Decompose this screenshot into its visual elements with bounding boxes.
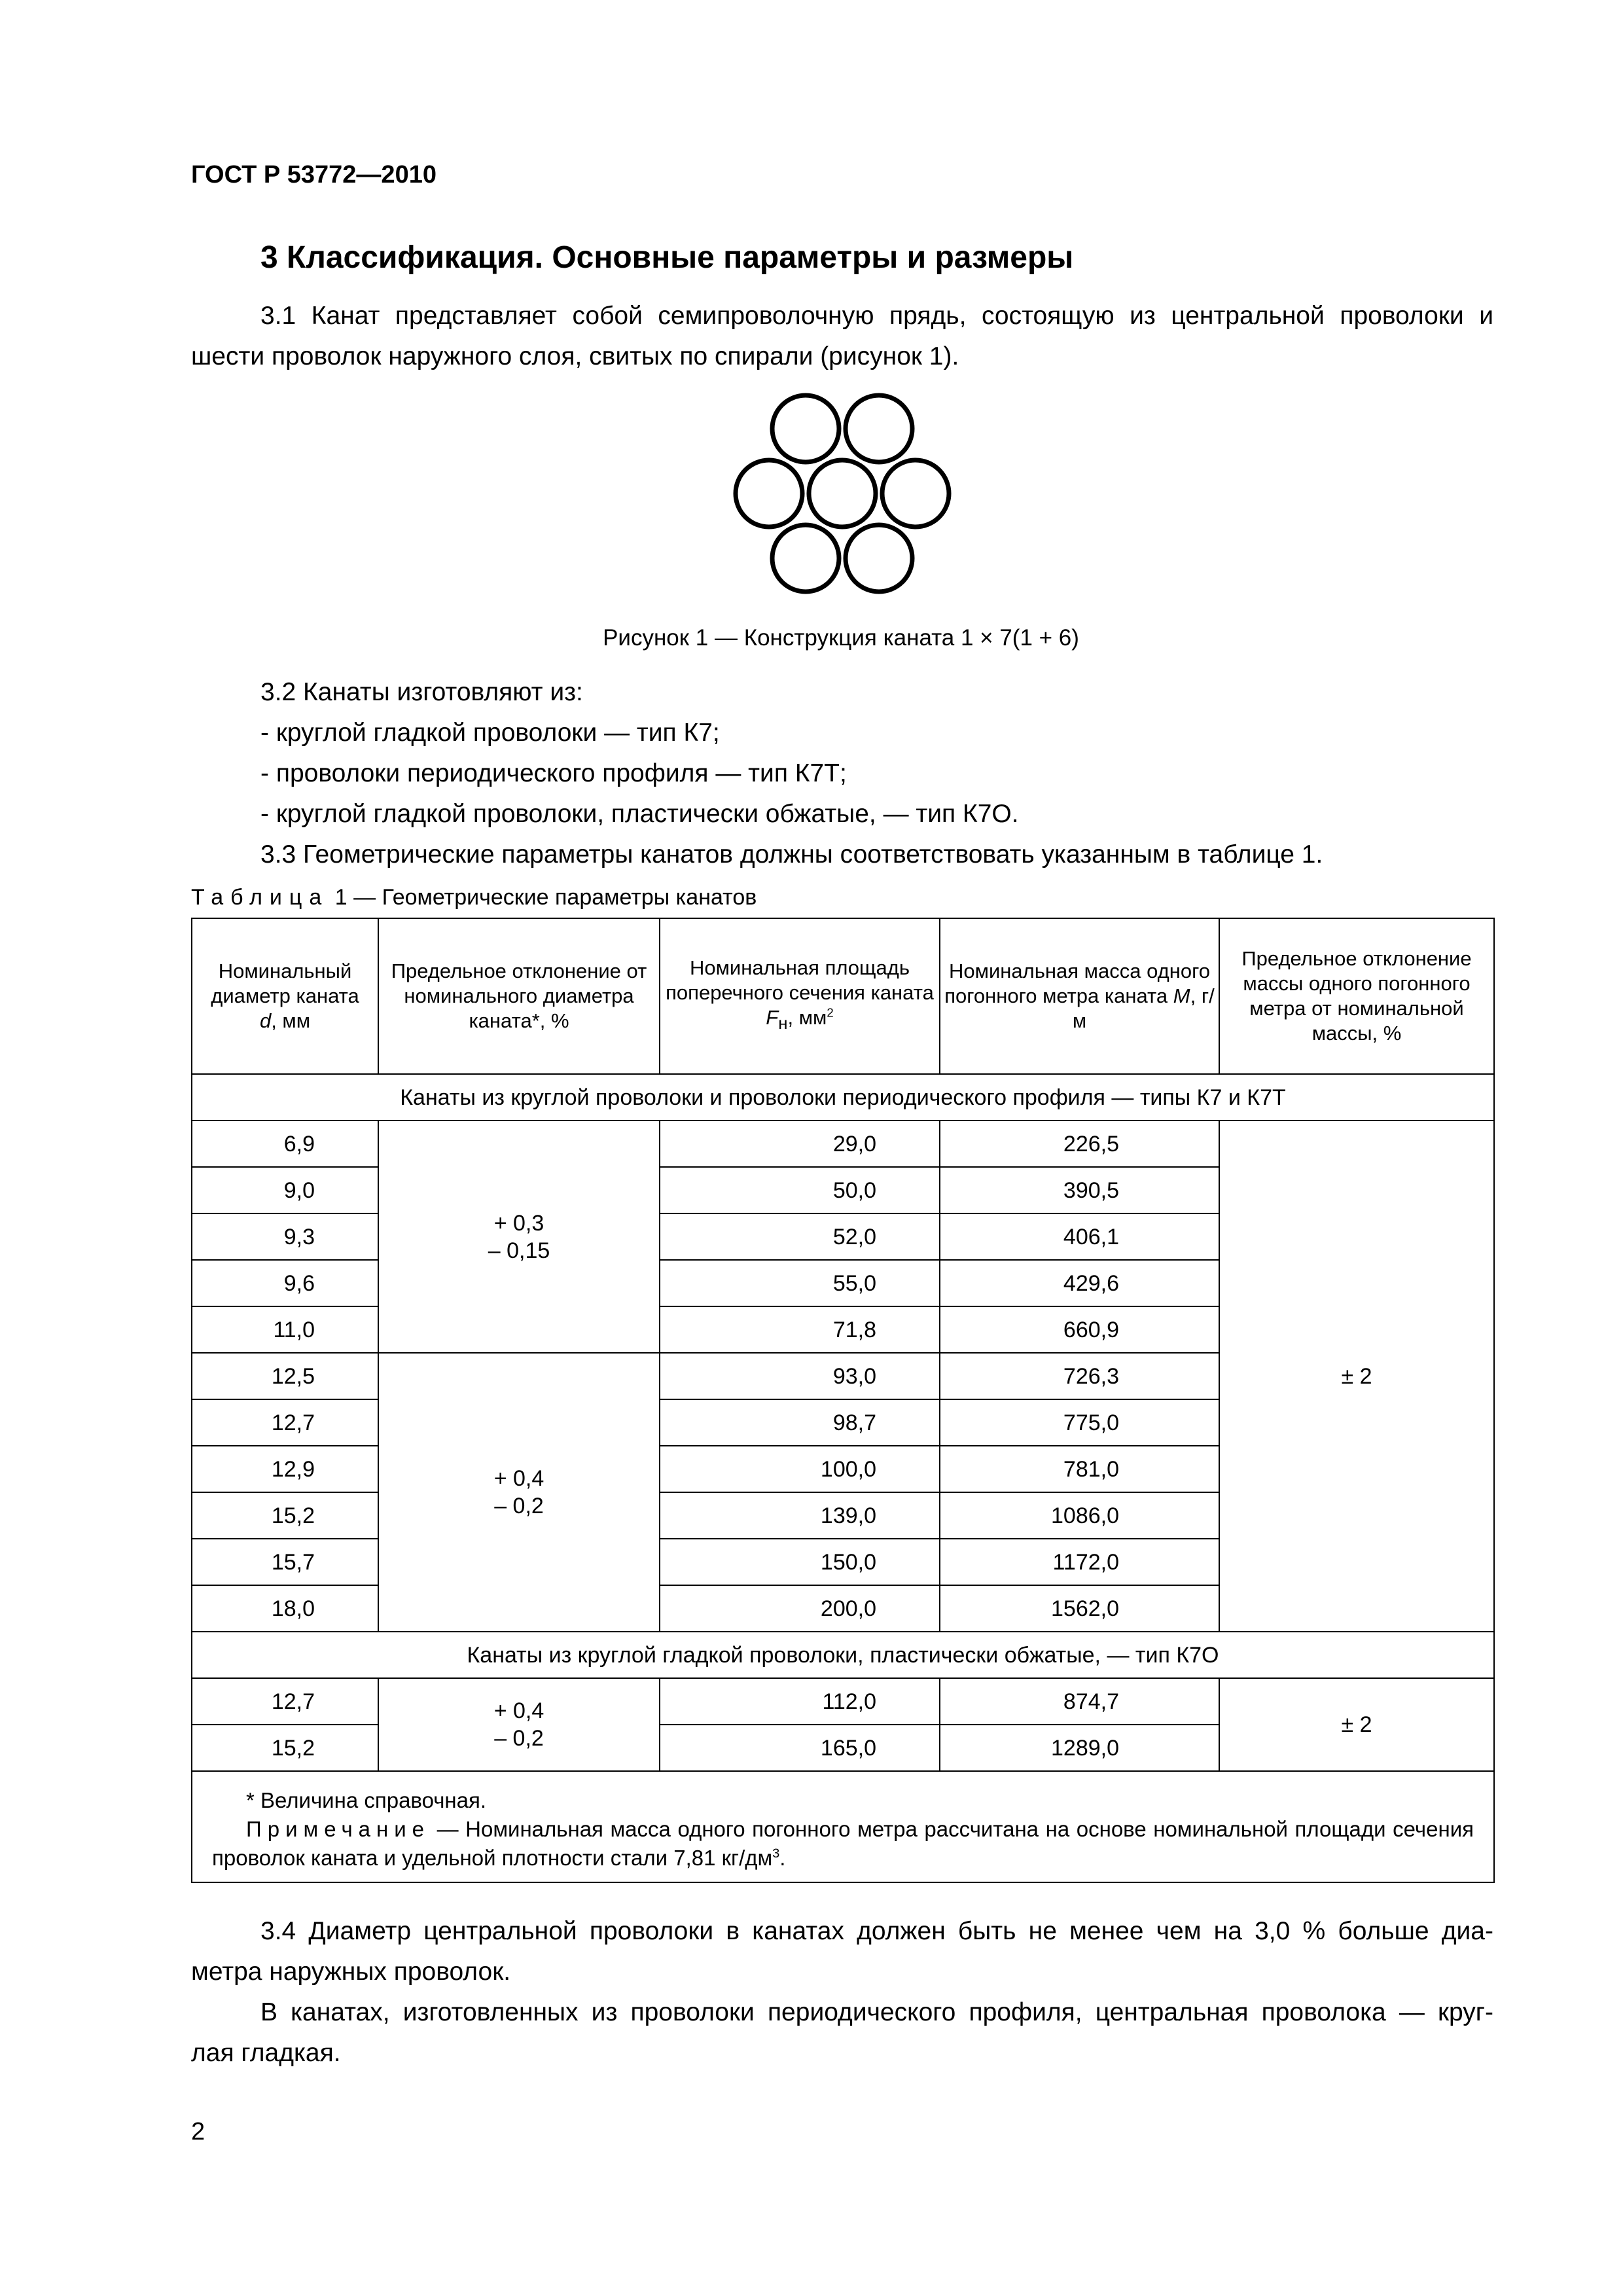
group-title-k7o: Канаты из круглой гладкой проволоки, пластически обжатые, — тип К7О (192, 1632, 1494, 1678)
cell-text: Номинальная масса одного погонного метра каната (944, 960, 1210, 1007)
cell-text: 3 (772, 1846, 780, 1861)
outer-wire-right (882, 460, 949, 527)
table-cell: 12,5 (192, 1353, 378, 1399)
table-cell: 15,7 (192, 1539, 378, 1585)
outer-wire-bottom-left (772, 525, 839, 592)
cell-text: н (778, 1014, 788, 1033)
cell-text: , мм (787, 1006, 827, 1030)
table-cell: 12,9 (192, 1446, 378, 1492)
parameters-table (191, 918, 1495, 1883)
cell-text: Номинальный диаметр каната (211, 960, 359, 1007)
table-cell: 660,9 (940, 1306, 1219, 1353)
diameter-deviation-cell (378, 1121, 660, 1353)
table-cell: 12,7 (192, 1678, 378, 1725)
cell-text: + 0,4 (493, 1466, 544, 1491)
table-cell: 6,9 (192, 1121, 378, 1167)
table-cell: 9,0 (192, 1167, 378, 1213)
table-cell: 781,0 (940, 1446, 1219, 1492)
cell-text: , г/м (1072, 984, 1215, 1032)
table-cell: 15,2 (192, 1492, 378, 1539)
table-cell: 390,5 (940, 1167, 1219, 1213)
table-caption (191, 885, 757, 910)
table-group-row (192, 1632, 1494, 1678)
table-cell: 165,0 (660, 1725, 940, 1771)
table-cell: 9,6 (192, 1260, 378, 1306)
table-cell: 98,7 (660, 1399, 940, 1446)
paragraph-3-2: 3.2 Канаты изготовляют из: (260, 678, 583, 706)
cell-text: d (259, 1009, 272, 1032)
cell-text: , мм (271, 1009, 311, 1032)
paragraph-3-4-line-1: 3.4 Диаметр центральной проволоки в канатах должен быть не менее чем на 3,0 % больше диа- (260, 1917, 1493, 1945)
paragraph-3-5-line-1: В канатах, изготовленных из проволоки периодического профиля, центральная проволока — круг- (260, 1998, 1493, 2026)
table-cell: 12,7 (192, 1399, 378, 1446)
page-number: 2 (191, 2118, 205, 2145)
table-cell: 429,6 (940, 1260, 1219, 1306)
section-title: 3 Классификация. Основные параметры и размеры (260, 240, 1074, 275)
diameter-deviation-cell (378, 1353, 660, 1632)
table-cell: 406,1 (940, 1213, 1219, 1260)
table-cell: 93,0 (660, 1353, 940, 1399)
cell-text: + 0,3 (493, 1210, 544, 1236)
list-item: - проволоки периодического профиля — тип К7Т; (260, 759, 847, 787)
cell-text: – 0,15 (488, 1238, 550, 1263)
cell-text: – 0,2 (494, 1494, 544, 1518)
table-cell: 874,7 (940, 1678, 1219, 1725)
table-notes-row (192, 1771, 1494, 1882)
col-header-mass (940, 918, 1219, 1074)
col-header-diameter-deviation: Предельное отклонение от номинального диаметра каната*, % (378, 918, 660, 1074)
table-cell: 100,0 (660, 1446, 940, 1492)
rope-cross-section-figure (732, 393, 954, 596)
mass-deviation-cell: ± 2 (1219, 1678, 1494, 1771)
table-cell: 200,0 (660, 1585, 940, 1632)
cell-text: Примечание (246, 1817, 431, 1841)
paragraph-3-1-line-2: шести проволок наружного слоя, свитых по спирали (рисунок 1). (191, 342, 959, 370)
table-cell: 55,0 (660, 1260, 940, 1306)
figure-caption: Рисунок 1 — Конструкция каната 1 × 7(1 + 6) (603, 625, 1079, 651)
table-footnote: * Величина справочная. (246, 1788, 487, 1812)
outer-wire-top-right (846, 395, 912, 462)
table-cell: 50,0 (660, 1167, 940, 1213)
mass-deviation-cell: ± 2 (1219, 1121, 1494, 1632)
col-header-diameter (192, 918, 378, 1074)
table-note (212, 1815, 1474, 1873)
cell-text: M (1173, 984, 1190, 1007)
diameter-deviation-cell (378, 1678, 660, 1771)
table-cell: 9,3 (192, 1213, 378, 1260)
paragraph-3-3: 3.3 Геометрические параметры канатов должны соответствовать указанным в таблице 1. (260, 840, 1323, 869)
col-header-area (660, 918, 940, 1074)
table-cell: 150,0 (660, 1539, 940, 1585)
paragraph-3-5-line-2: лая гладкая. (191, 2039, 341, 2067)
central-wire (809, 460, 876, 527)
table-cell: 11,0 (192, 1306, 378, 1353)
table-cell: 15,2 (192, 1725, 378, 1771)
table-cell: 139,0 (660, 1492, 940, 1539)
paragraph-3-4-line-2: метра наружных проволок. (191, 1958, 511, 1986)
cell-text: . (779, 1846, 786, 1870)
table-cell: 226,5 (940, 1121, 1219, 1167)
table-cell: 775,0 (940, 1399, 1219, 1446)
list-item: - круглой гладкой проволоки — тип К7; (260, 719, 720, 747)
table-cell: 112,0 (660, 1678, 940, 1725)
col-header-mass-deviation: Предельное отклонение массы одного погонного метра от номинальной массы, % (1219, 918, 1494, 1074)
cell-text: – 0,2 (494, 1726, 544, 1751)
table-cell: 1562,0 (940, 1585, 1219, 1632)
table-cell: 18,0 (192, 1585, 378, 1632)
paragraph-3-1-line-1: 3.1 Канат представляет собой семипроволочную прядь, состоящую из центральной проволоки и (260, 302, 1493, 330)
table-caption-word: Таблица (191, 885, 329, 910)
cell-text: — Номинальная масса одного погонного метра рассчитана на основе номинальной площади сечения проволок каната и удельной плотности стали 7,81 кг/дм (212, 1817, 1474, 1870)
table-cell: 1172,0 (940, 1539, 1219, 1585)
table-row (192, 1678, 1494, 1725)
cell-text: + 0,4 (493, 1698, 544, 1723)
cell-text: 2 (827, 1006, 834, 1020)
table-cell: 29,0 (660, 1121, 940, 1167)
table-cell: 1086,0 (940, 1492, 1219, 1539)
outer-wire-top-left (772, 395, 839, 462)
table-group-row (192, 1074, 1494, 1121)
document-header: ГОСТ Р 53772—2010 (191, 161, 437, 188)
table-cell: 726,3 (940, 1353, 1219, 1399)
outer-wire-bottom-right (846, 525, 912, 592)
cell-text: Номинальная площадь поперечного сечения каната (666, 956, 934, 1005)
outer-wire-left (736, 460, 802, 527)
cell-text: F (766, 1006, 779, 1030)
table-cell: 1289,0 (940, 1725, 1219, 1771)
table-notes (192, 1771, 1494, 1882)
group-title-k7-k7t: Канаты из круглой проволоки и проволоки периодического профиля — типы К7 и К7Т (192, 1074, 1494, 1121)
table-header-row (192, 918, 1494, 1074)
table-cell: 52,0 (660, 1213, 940, 1260)
list-item: - круглой гладкой проволоки, пластически обжатые, — тип К7О. (260, 800, 1019, 828)
table-row (192, 1121, 1494, 1167)
table-caption-text: 1 — Геометрические параметры канатов (334, 885, 757, 910)
table-cell: 71,8 (660, 1306, 940, 1353)
